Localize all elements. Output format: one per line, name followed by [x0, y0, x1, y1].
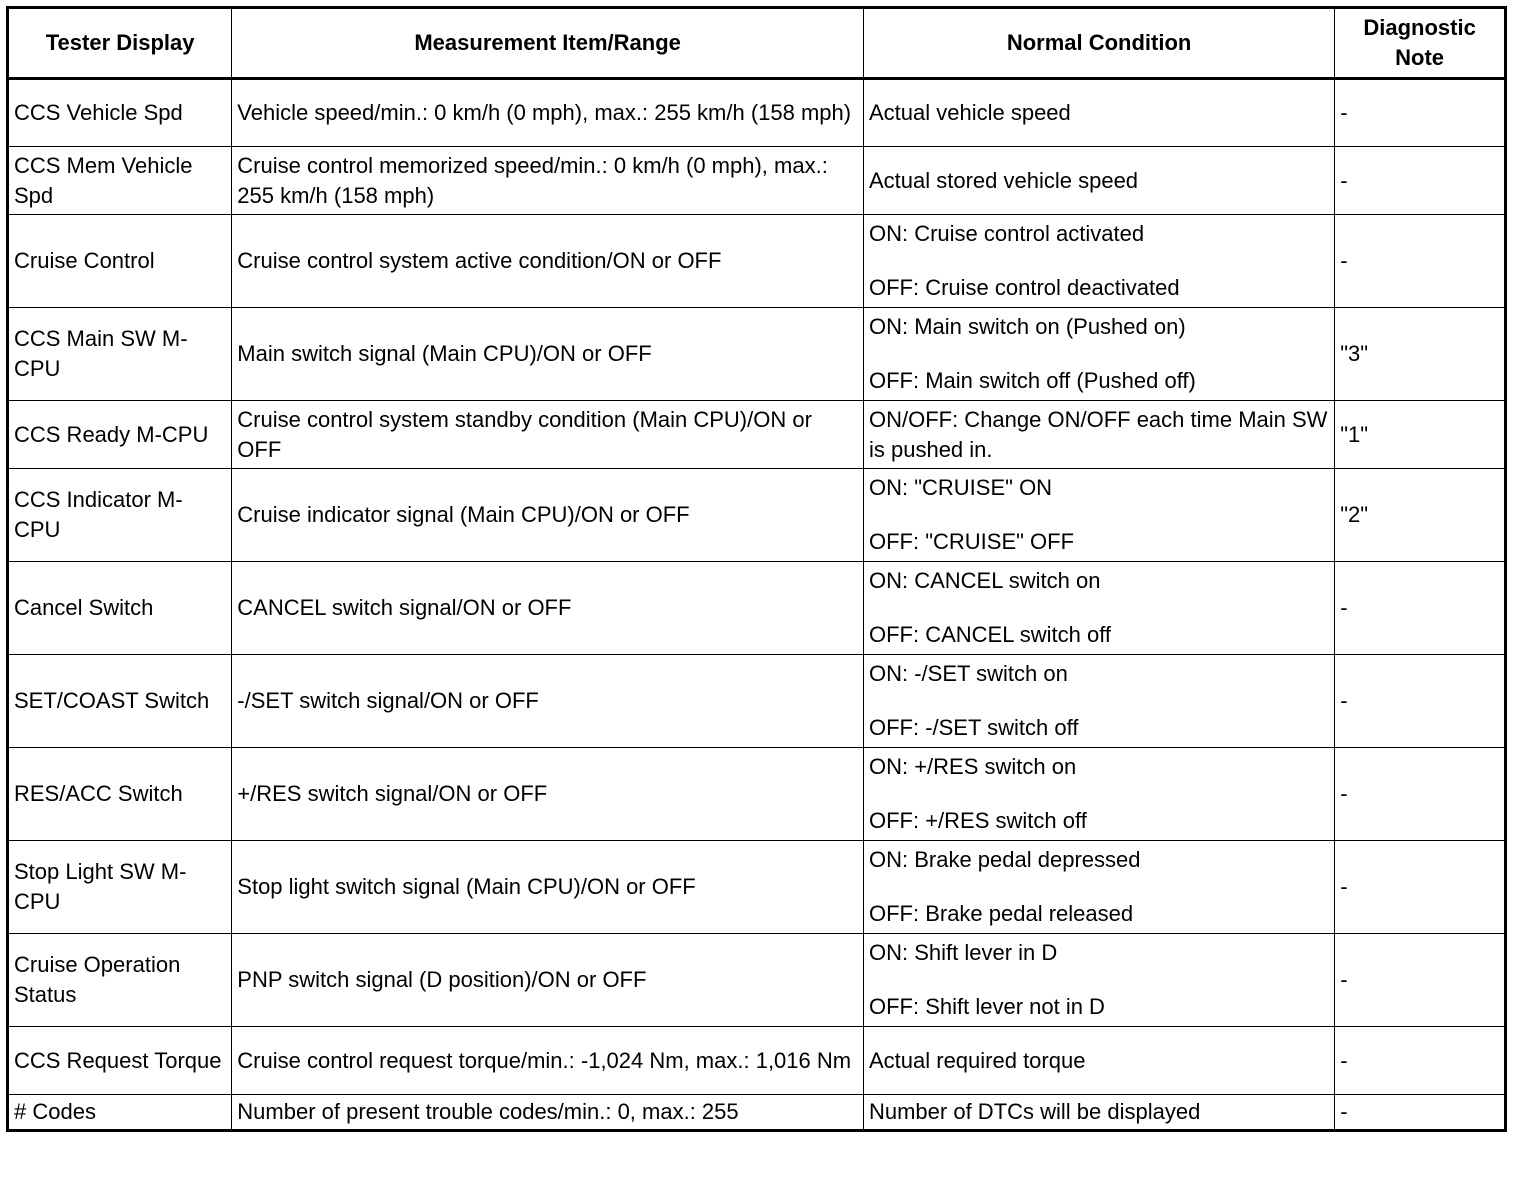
- diagnostic-note-cell: -: [1335, 215, 1506, 308]
- condition-on: ON: Brake pedal depressed: [868, 847, 1141, 872]
- diagnostic-note-cell: -: [1335, 1095, 1506, 1131]
- normal-condition-cell: Actual required torque: [863, 1027, 1334, 1095]
- table-row: [8, 1027, 1506, 1095]
- header-tester-display: Tester Display: [8, 8, 232, 79]
- table-header: [8, 8, 1506, 79]
- condition-off: OFF: "CRUISE" OFF: [868, 529, 1075, 554]
- tester-display-cell: CCS Request Torque: [8, 1027, 232, 1095]
- diagnostic-note-cell: "1": [1335, 401, 1506, 469]
- tester-display-cell: CCS Mem Vehicle Spd: [8, 147, 232, 215]
- condition-pair: [869, 473, 1329, 557]
- tester-display-cell: SET/COAST Switch: [8, 655, 232, 748]
- condition-on: ON: Main switch on (Pushed on): [868, 314, 1186, 339]
- tester-display-cell: Cruise Operation Status: [8, 934, 232, 1027]
- diagnostic-note-cell: -: [1335, 655, 1506, 748]
- tester-display-cell: CCS Ready M-CPU: [8, 401, 232, 469]
- condition-off: OFF: Brake pedal released: [868, 901, 1134, 926]
- normal-condition-cell: [863, 841, 1334, 934]
- table-body: [8, 79, 1506, 1131]
- diagnostic-note-cell: -: [1335, 841, 1506, 934]
- condition-pair: [869, 752, 1329, 836]
- measurement-cell: Stop light switch signal (Main CPU)/ON or OFF: [232, 841, 864, 934]
- table-row: [8, 308, 1506, 401]
- tester-display-cell: Stop Light SW M-CPU: [8, 841, 232, 934]
- condition-on: ON: "CRUISE" ON: [868, 475, 1053, 500]
- normal-condition-cell: Number of DTCs will be displayed: [863, 1095, 1334, 1131]
- tester-display-cell: Cancel Switch: [8, 562, 232, 655]
- condition-off: OFF: Main switch off (Pushed off): [868, 368, 1196, 393]
- table-row: [8, 1095, 1506, 1131]
- data-list-table: [6, 6, 1507, 1132]
- normal-condition-cell: ON/OFF: Change ON/OFF each time Main SW is pushed in.: [863, 401, 1334, 469]
- normal-condition-cell: [863, 215, 1334, 308]
- table-row: [8, 748, 1506, 841]
- tester-display-cell: # Codes: [8, 1095, 232, 1131]
- diagnostic-note-cell: -: [1335, 562, 1506, 655]
- table-row: [8, 147, 1506, 215]
- table-row: [8, 934, 1506, 1027]
- condition-on: ON: Cruise control activated: [868, 221, 1145, 246]
- measurement-cell: CANCEL switch signal/ON or OFF: [232, 562, 864, 655]
- tester-display-cell: CCS Vehicle Spd: [8, 79, 232, 147]
- measurement-cell: Vehicle speed/min.: 0 km/h (0 mph), max.: 255 km/h (158 mph): [232, 79, 864, 147]
- table-row: [8, 79, 1506, 147]
- normal-condition-cell: Actual vehicle speed: [863, 79, 1334, 147]
- condition-pair: [869, 219, 1329, 303]
- condition-on: ON: +/RES switch on: [868, 754, 1077, 779]
- normal-condition-cell: [863, 562, 1334, 655]
- condition-pair: [869, 938, 1329, 1022]
- measurement-cell: Cruise control system active condition/ON or OFF: [232, 215, 864, 308]
- table-row: [8, 469, 1506, 562]
- diagnostic-note-cell: "2": [1335, 469, 1506, 562]
- measurement-cell: Main switch signal (Main CPU)/ON or OFF: [232, 308, 864, 401]
- diagnostic-note-cell: -: [1335, 79, 1506, 147]
- normal-condition-cell: Actual stored vehicle speed: [863, 147, 1334, 215]
- condition-pair: [869, 845, 1329, 929]
- header-measurement: Measurement Item/Range: [232, 8, 864, 79]
- normal-condition-cell: [863, 469, 1334, 562]
- table-row: [8, 215, 1506, 308]
- measurement-cell: Cruise indicator signal (Main CPU)/ON or OFF: [232, 469, 864, 562]
- tester-display-cell: RES/ACC Switch: [8, 748, 232, 841]
- condition-off: OFF: -/SET switch off: [868, 715, 1079, 740]
- measurement-cell: PNP switch signal (D position)/ON or OFF: [232, 934, 864, 1027]
- tester-display-cell: CCS Indicator M-CPU: [8, 469, 232, 562]
- condition-pair: [869, 566, 1329, 650]
- normal-condition-cell: [863, 934, 1334, 1027]
- diagnostic-note-cell: "3": [1335, 308, 1506, 401]
- tester-display-cell: CCS Main SW M-CPU: [8, 308, 232, 401]
- normal-condition-cell: [863, 748, 1334, 841]
- normal-condition-cell: [863, 655, 1334, 748]
- header-normal-condition: Normal Condition: [863, 8, 1334, 79]
- condition-on: ON: Shift lever in D: [868, 940, 1058, 965]
- condition-off: OFF: Cruise control deactivated: [868, 275, 1180, 300]
- header-row: [8, 8, 1506, 79]
- condition-pair: [869, 312, 1329, 396]
- measurement-cell: +/RES switch signal/ON or OFF: [232, 748, 864, 841]
- table-row: [8, 401, 1506, 469]
- table-row: [8, 655, 1506, 748]
- diagnostic-note-cell: -: [1335, 1027, 1506, 1095]
- condition-off: OFF: +/RES switch off: [868, 808, 1087, 833]
- table-row: [8, 562, 1506, 655]
- diagnostic-note-cell: -: [1335, 934, 1506, 1027]
- measurement-cell: Cruise control system standby condition (Main CPU)/ON or OFF: [232, 401, 864, 469]
- normal-condition-cell: [863, 308, 1334, 401]
- diagnostic-note-cell: -: [1335, 748, 1506, 841]
- diagnostic-note-cell: -: [1335, 147, 1506, 215]
- condition-off: OFF: CANCEL switch off: [868, 622, 1112, 647]
- condition-on: ON: -/SET switch on: [868, 661, 1068, 686]
- measurement-cell: Cruise control memorized speed/min.: 0 km/h (0 mph), max.: 255 km/h (158 mph): [232, 147, 864, 215]
- header-diagnostic-note: Diagnostic Note: [1335, 8, 1506, 79]
- measurement-cell: -/SET switch signal/ON or OFF: [232, 655, 864, 748]
- tester-display-cell: Cruise Control: [8, 215, 232, 308]
- condition-off: OFF: Shift lever not in D: [868, 994, 1105, 1019]
- table-row: [8, 841, 1506, 934]
- measurement-cell: Cruise control request torque/min.: -1,024 Nm, max.: 1,016 Nm: [232, 1027, 864, 1095]
- condition-pair: [869, 659, 1329, 743]
- condition-on: ON: CANCEL switch on: [868, 568, 1101, 593]
- measurement-cell: Number of present trouble codes/min.: 0, max.: 255: [232, 1095, 864, 1131]
